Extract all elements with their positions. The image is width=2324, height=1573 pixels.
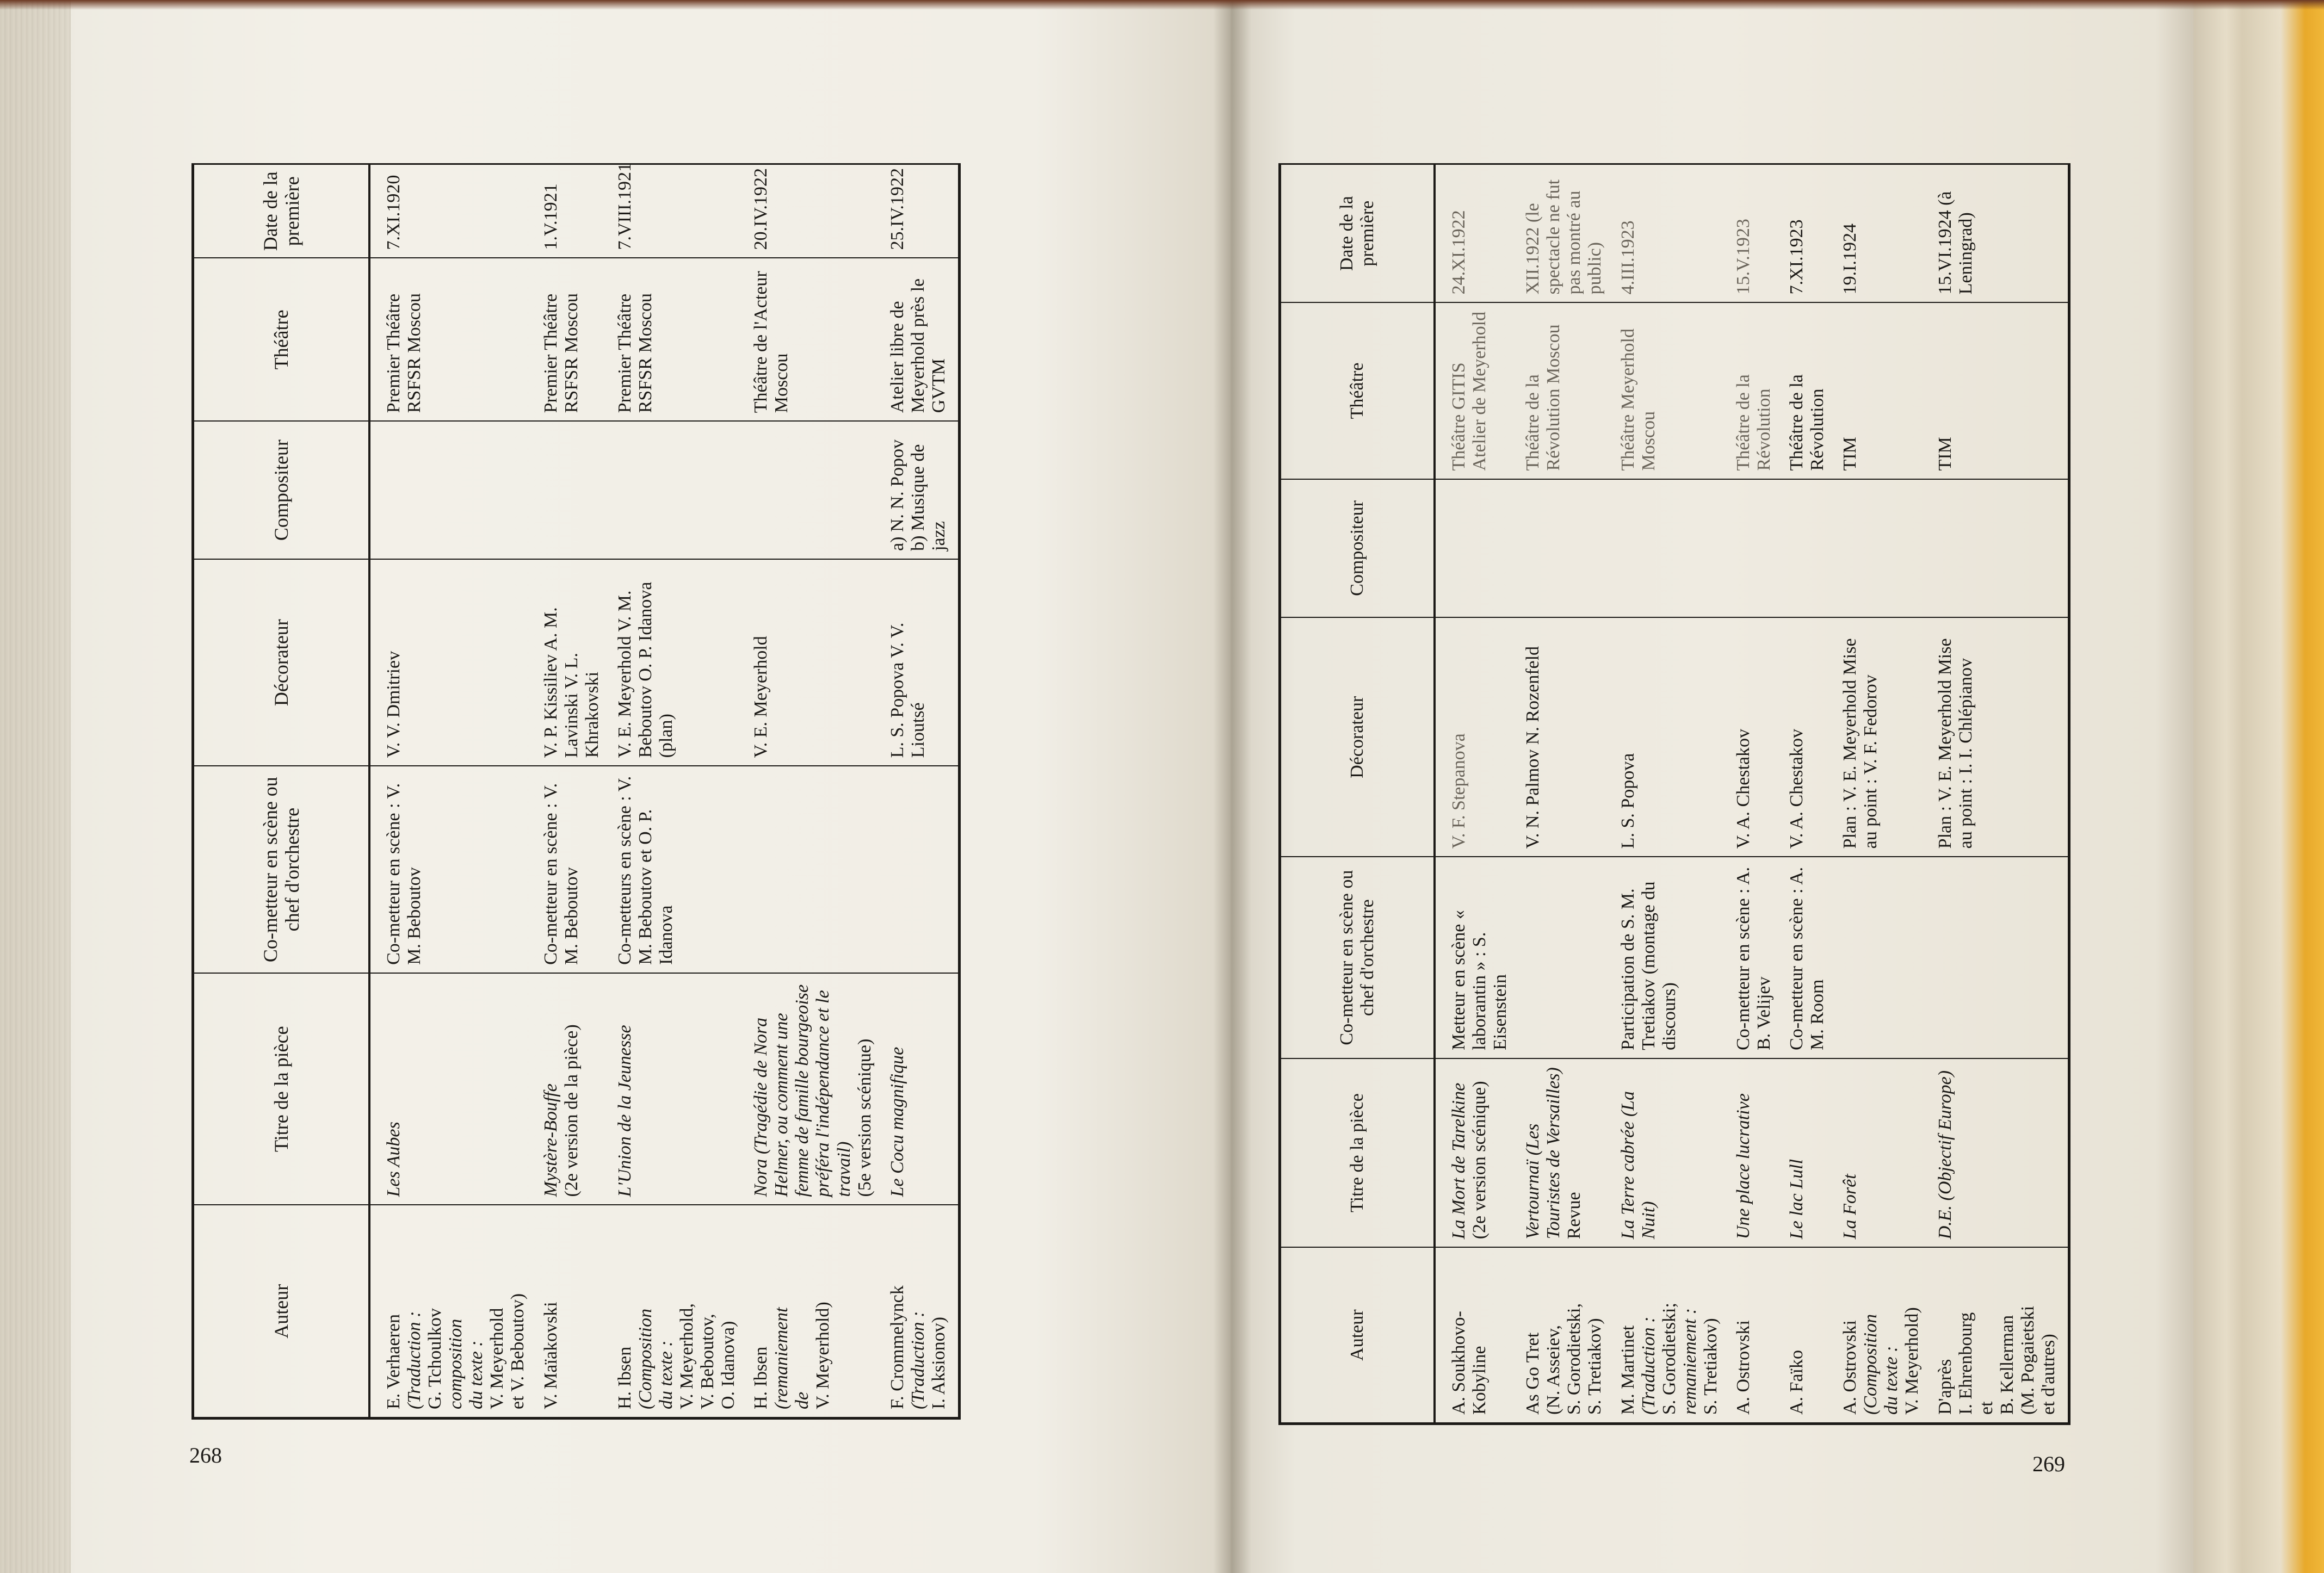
- cell-decorateur: V. E. Meyerhold: [747, 559, 883, 766]
- cell-theatre: Théâtre GITIS Atelier de Meyerhold: [1435, 302, 1519, 479]
- cell-auteur: V. Maïakovski: [540, 1302, 561, 1409]
- cell-theatre: Théâtre de la Révolution Moscou: [1519, 302, 1614, 479]
- cell-decorateur: V. N. Palmov N. Rozenfeld: [1519, 617, 1614, 857]
- header-compositeur: Compositeur: [193, 421, 370, 559]
- cell-cometteur: Participation de S. M. Tretiakov (montage du discours): [1615, 857, 1730, 1058]
- header-date: Date de la première: [193, 164, 370, 258]
- cell-date: 25.IV.1922: [884, 164, 960, 258]
- cell-theatre: Théâtre de la Révolution: [1783, 302, 1837, 479]
- cell-theatre: Théâtre Meyerhold Moscou: [1615, 302, 1730, 479]
- cell-cometteur: [1519, 857, 1614, 1058]
- cell-auteur: H. Ibsen (remaniement de V. Meyerhold): [751, 1302, 833, 1409]
- cell-titre: Nora (Tragédie de Nora Helmer, ou comment une femme de famille bourgeoise préféra l'indépendance et le travail) (5e version scénique): [747, 973, 883, 1205]
- header-theatre: Théâtre: [193, 258, 370, 421]
- header-titre: Titre de la pièce: [1280, 1058, 1435, 1247]
- table-row: [1837, 164, 1931, 1424]
- page-stack-edge: [0, 0, 71, 1573]
- cell-date: 19.I.1924: [1837, 164, 1931, 303]
- table-header-row: [193, 164, 370, 1419]
- table-row: [537, 164, 611, 1419]
- cell-cometteur: Co-metteur en scène : A. M. Room: [1783, 857, 1837, 1058]
- cell-date: 7.XI.1923: [1783, 164, 1837, 303]
- cell-titre: Le lac Lull: [1783, 1058, 1837, 1247]
- table-row: [747, 164, 883, 1419]
- cell-theatre: Théâtre de la Révolution: [1730, 302, 1783, 479]
- table-row: [1783, 164, 1837, 1424]
- header-titre: Titre de la pièce: [193, 973, 370, 1205]
- cell-compositeur: a) N. N. Popov b) Musique de jazz: [884, 421, 960, 559]
- cell-auteur: A. Ostrovski: [1733, 1320, 1753, 1415]
- cell-cometteur: [1932, 857, 2069, 1058]
- header-cometteur: Co-metteur en scène ou chef d'orchestre: [193, 766, 370, 973]
- cell-auteur: As Go Tret (N. Asseiev, S. Gorodietski, S. Tretiakov): [1523, 1303, 1605, 1415]
- cell-decorateur: V. F. Stepanova: [1435, 617, 1519, 857]
- right-productions-table: [1278, 163, 2070, 1425]
- cell-theatre: Premier Théâtre RSFSR Moscou: [537, 258, 611, 421]
- cell-compositeur: [1932, 479, 2069, 618]
- cell-decorateur: V. P. Kissiliev A. M. Lavinski V. L. Khrakovski: [537, 559, 611, 766]
- header-date: Date de la première: [1280, 164, 1435, 303]
- page-number-left: 268: [189, 1443, 222, 1467]
- cell-cometteur: Co-metteurs en scène : V. M. Beboutov et O. P. Idanova: [611, 766, 747, 973]
- table-row: [611, 164, 747, 1419]
- header-auteur: Auteur: [1280, 1247, 1435, 1423]
- cell-date: 15.VI.1924 (à Leningrad): [1932, 164, 2069, 303]
- cell-titre: La Mort de Tarelkine (2e version scénique): [1435, 1058, 1519, 1247]
- cell-date: 4.III.1923: [1615, 164, 1730, 303]
- right-page: [1231, 0, 2193, 1573]
- cell-compositeur: [1435, 479, 1519, 618]
- cell-titre: La Terre cabrée (La Nuit): [1615, 1058, 1730, 1247]
- cell-titre: Les Aubes: [369, 973, 537, 1205]
- cell-cometteur: [1837, 857, 1931, 1058]
- cell-theatre: Théâtre de l'Acteur Moscou: [747, 258, 883, 421]
- cell-decorateur: V. V. Dmitriev: [369, 559, 537, 766]
- cell-compositeur: [537, 421, 611, 559]
- cell-cometteur: [747, 766, 883, 973]
- header-decorateur: Décorateur: [193, 559, 370, 766]
- cell-compositeur: [747, 421, 883, 559]
- table-header-row: [1280, 164, 1435, 1424]
- cell-cometteur: Co-metteur en scène : V. M. Beboutov: [369, 766, 537, 973]
- cell-decorateur: V. A. Chestakov: [1783, 617, 1837, 857]
- cell-decorateur: Plan : V. E. Meyerhold Mise au point : V. F. Fedorov: [1837, 617, 1931, 857]
- cell-compositeur: [611, 421, 747, 559]
- header-decorateur: Décorateur: [1280, 617, 1435, 857]
- cell-titre: L'Union de la Jeunesse: [611, 973, 747, 1205]
- table-row: [1435, 164, 1519, 1424]
- cell-titre: Une place lucrative: [1730, 1058, 1783, 1247]
- page-number-right: 269: [2032, 1452, 2065, 1476]
- page-stack-edge-right: [2193, 0, 2324, 1573]
- cell-date: 15.V.1923: [1730, 164, 1783, 303]
- cell-decorateur: L. S. Popova V. V. Lioutsé: [884, 559, 960, 766]
- cell-auteur: F. Crommelynck (Traduction : I. Aksionov): [884, 1205, 960, 1418]
- top-cover-edge: [0, 0, 2324, 10]
- table-row: [1615, 164, 1730, 1424]
- cell-compositeur: [1615, 479, 1730, 618]
- cell-compositeur: [1730, 479, 1783, 618]
- cell-titre: Vertournaï (Les Touristes de Versailles) Revue: [1519, 1058, 1614, 1247]
- cell-auteur: A. Soukhovo- Kobyline: [1449, 1311, 1490, 1415]
- header-auteur: Auteur: [193, 1205, 370, 1418]
- right-table-rotated: [1278, 163, 2059, 1425]
- cell-date: 20.IV.1922: [747, 164, 883, 258]
- cell-titre: Le Cocu magnifique: [884, 973, 960, 1205]
- cell-theatre: Premier Théâtre RSFSR Moscou: [611, 258, 747, 421]
- cell-titre: Mystère-Bouffe (2e version de la pièce): [537, 973, 611, 1205]
- cell-theatre: TIM: [1932, 302, 2069, 479]
- cell-compositeur: [369, 421, 537, 559]
- table-row: [369, 164, 537, 1419]
- table-row: [1932, 164, 2069, 1424]
- cell-auteur: M. Martinet (Traduction : S. Gorodietski; remaniement : S. Tretiakov): [1617, 1303, 1721, 1415]
- cell-decorateur: L. S. Popova: [1615, 617, 1730, 857]
- cell-auteur: E. Verhaeren (Traduction : G. Tchoulkov composition du texte : V. Meyerhold et V. Beboutov): [384, 1293, 528, 1409]
- cell-cometteur: [884, 766, 960, 973]
- cell-cometteur: Metteur en scène « laborantin » : S. Eisenstein: [1435, 857, 1519, 1058]
- cell-auteur: A. Faïko: [1787, 1350, 1807, 1415]
- header-compositeur: Compositeur: [1280, 479, 1435, 618]
- cell-decorateur: Plan : V. E. Meyerhold Mise au point : I. I. Chlépianov: [1932, 617, 2069, 857]
- cell-compositeur: [1519, 479, 1614, 618]
- cell-date: XII.1922 (le spectacle ne fut pas montré au public): [1519, 164, 1614, 303]
- cell-cometteur: Co-metteur en scène : V. M. Beboutov: [537, 766, 611, 973]
- cell-theatre: TIM: [1837, 302, 1931, 479]
- cell-date: 24.XI.1922: [1435, 164, 1519, 303]
- cell-auteur: H. Ibsen (Composition du texte : V. Meyerhold, V. Beboutov, O. Idanova): [614, 1303, 739, 1409]
- left-productions-table: [191, 163, 961, 1420]
- table-row: [884, 164, 960, 1419]
- cell-theatre: Premier Théâtre RSFSR Moscou: [369, 258, 537, 421]
- cell-date: 1.V.1921: [537, 164, 611, 258]
- cell-titre: La Forêt: [1837, 1058, 1931, 1247]
- cell-compositeur: [1837, 479, 1931, 618]
- table-row: [1519, 164, 1614, 1424]
- cell-titre: D.E. (Objectif Europe): [1932, 1058, 2069, 1247]
- cell-theatre: Atelier libre de Meyerhold près le GVTM: [884, 258, 960, 421]
- cell-decorateur: V. A. Chestakov: [1730, 617, 1783, 857]
- cell-cometteur: Co-metteur en scène : A. B. Velijev: [1730, 857, 1783, 1058]
- header-theatre: Théâtre: [1280, 302, 1435, 479]
- cell-decorateur: V. E. Meyerhold V. M. Beboutov O. P. Idanova (plan): [611, 559, 747, 766]
- left-table-rotated: [191, 163, 1100, 1420]
- book-gutter: [1213, 0, 1251, 1573]
- cell-date: 7.VIII.1921: [611, 164, 747, 258]
- cell-compositeur: [1783, 479, 1837, 618]
- cell-auteur: A. Ostrovski (Composition du texte : V. Meyerhold): [1840, 1307, 1923, 1415]
- cell-date: 7.XI.1920: [369, 164, 537, 258]
- table-row: [1730, 164, 1783, 1424]
- cell-auteur: D'après I. Ehrenbourg et B. Kellerman (M. Pogaietski et d'autres): [1932, 1247, 2069, 1423]
- header-cometteur: Co-metteur en scène ou chef d'orchestre: [1280, 857, 1435, 1058]
